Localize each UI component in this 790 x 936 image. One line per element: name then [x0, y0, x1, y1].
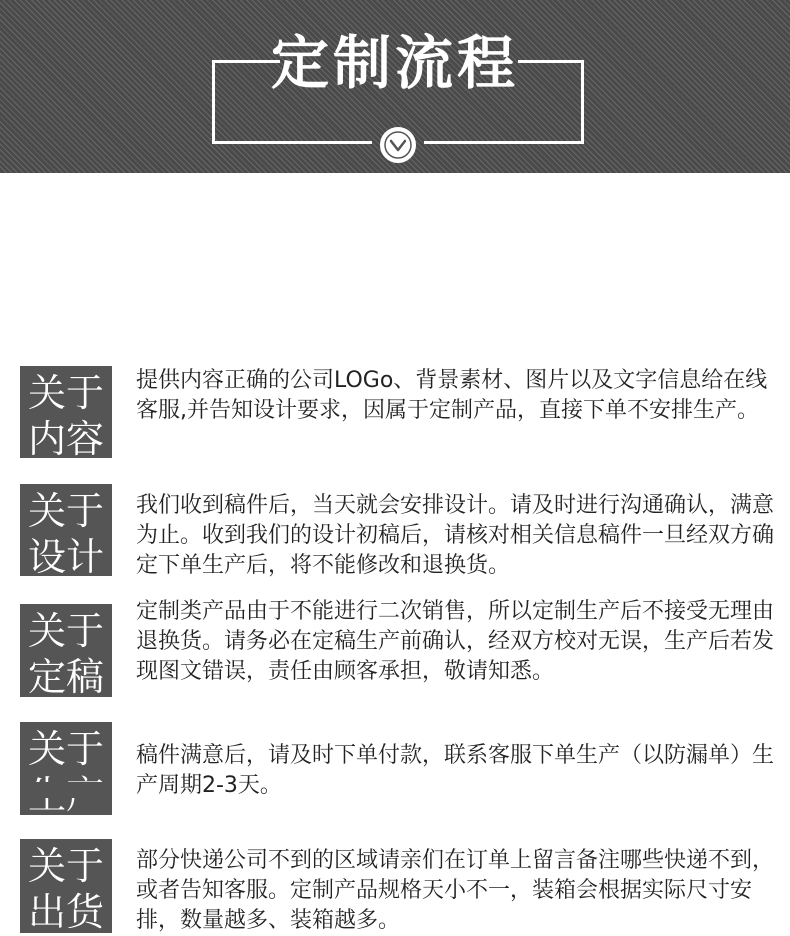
header-banner [0, 0, 790, 173]
section-label-line1: 关于 [27, 844, 104, 888]
section-label-line1: 关于 [27, 609, 104, 653]
section-label [20, 839, 112, 933]
section-description: 定制类产品由于不能进行二次销售，所以定制生产后不接受无理由退换货。请务必在定稿生产前确认，经双方校对无误，生产后若发现图文错误，责任由顾客承担，敬请知悉。 [136, 599, 775, 684]
section-label [20, 604, 112, 697]
section-label [20, 484, 112, 579]
section-label [20, 722, 112, 815]
section-label-line2: 定稿 [27, 655, 104, 699]
section-description: 提供内容正确的公司LOGo、背景素材、图片以及文字信息给在线客服,并告知设计要求，因属于定制产品，直接下单不安排生产。 [136, 368, 768, 423]
section-description: 我们收到稿件后，当天就会安排设计。请及时进行沟通确认，满意为止。收到我们的设计初稿后，请核对相关信息稿件一旦经双方确定下单生产后，将不能修改和退换货。 [136, 493, 775, 578]
section-label-line1: 关于 [27, 371, 104, 415]
section-label-line1: 关于 [27, 727, 104, 771]
section-description: 稿件满意后，请及时下单付款，联系客服下单生产（以防漏单）生产周期2-3天。 [136, 743, 775, 798]
page-title: 定制流程 [270, 29, 519, 97]
section-label [20, 366, 112, 461]
section-label-line2: 设计 [27, 535, 104, 579]
next-section-label-partial [20, 782, 112, 798]
section-label-line2: 内容 [27, 417, 104, 461]
section-description: 部分快递公司不到的区域请亲们在订单上留言备注哪些快递不到，或者告知客服。定制产品规格天小不一，装箱会根据实际尺寸安排，数量越多、装箱越多。 [136, 848, 775, 933]
frame-bottom-left [212, 141, 372, 144]
section-label-line1: 关于 [27, 489, 104, 533]
chevron-down-icon [380, 127, 416, 163]
section-label-line2: 出货 [27, 890, 104, 934]
frame-bottom-right [424, 141, 584, 144]
